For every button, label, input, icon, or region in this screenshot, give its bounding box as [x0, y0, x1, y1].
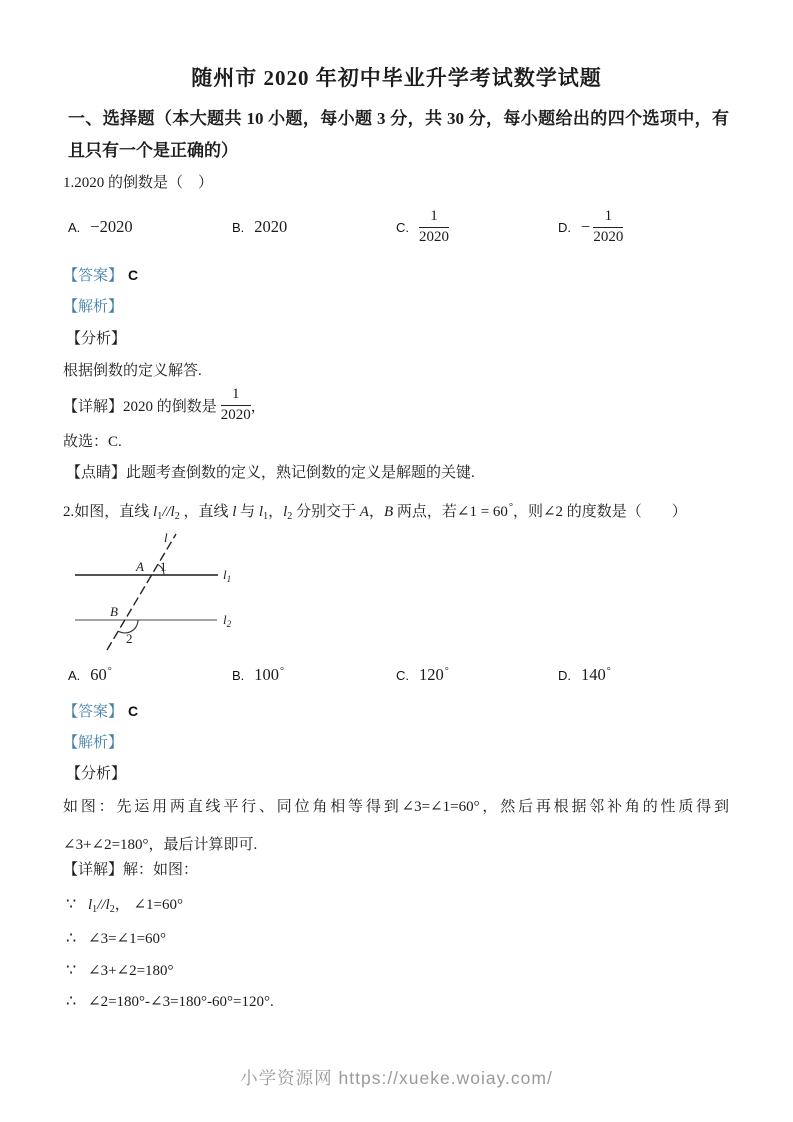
fraction-numerator: 1: [593, 208, 623, 227]
q2-jiexi-label: 【解析】: [63, 735, 124, 751]
q1-stem: 1.2020 的倒数是（ ）: [63, 175, 214, 191]
math-l1: l: [258, 504, 264, 520]
transversal-line-l: [107, 534, 176, 650]
answer-label: 【答案】: [63, 704, 124, 720]
stem-text: 与: [240, 504, 256, 520]
q2-fenxi-label: 【分析】: [66, 766, 127, 782]
derivation-line-3: [66, 960, 174, 980]
derivation-line-2: [66, 928, 166, 948]
parallel-slash: //: [97, 897, 106, 913]
option-value: 140°: [581, 665, 611, 684]
because-symbol: ∵: [66, 962, 77, 979]
derivation-text: ， ∠1=60°: [114, 897, 183, 913]
option-value: −2020: [90, 217, 133, 236]
q2-option-d: [558, 661, 611, 689]
derivation-text: ∠3=∠1=60°: [88, 931, 167, 947]
math-A: A: [359, 504, 369, 520]
fraction: [593, 208, 623, 246]
answer-label: 【答案】: [63, 268, 124, 284]
therefore-symbol: ∴: [66, 993, 77, 1010]
q1-option-d: [558, 203, 623, 251]
math-sub: 1: [157, 511, 163, 522]
stem-text: 2.如图，直线: [63, 504, 150, 520]
option-letter: B.: [232, 667, 245, 683]
fraction-numerator: 1: [419, 208, 449, 227]
because-symbol: ∵: [66, 896, 77, 913]
math-sub: 1: [92, 904, 98, 915]
xiangjie-text: 2020 的倒数是: [123, 398, 217, 415]
stem-text: ，: [368, 504, 384, 520]
q1-option-c: [396, 203, 449, 251]
option-letter: C.: [396, 667, 409, 683]
option-letter: C.: [396, 219, 409, 235]
q2-option-c: [396, 661, 449, 689]
q2-fenxi-text: 如图：先运用两直线平行、同位角相等得到∠3=∠1=60°，然后再根据邻补角的性质得到∠3+∠2=180°，最后计算即可.: [63, 799, 729, 853]
q1-jiexi-label: 【解析】: [63, 299, 124, 315]
fraction: [221, 386, 251, 424]
q2-options-row: [0, 661, 793, 689]
q1-fenxi-text: 根据倒数的定义解答.: [63, 363, 202, 379]
option-letter: A.: [68, 219, 81, 235]
answer-value: C: [128, 267, 139, 283]
xiangjie-label: 【详解】: [63, 862, 124, 878]
math-l: l: [232, 504, 237, 520]
option-letter: D.: [558, 667, 571, 683]
label-angle-1: 1: [160, 559, 167, 574]
q2-stem: [63, 500, 687, 521]
xiangjie-comma: ，: [250, 398, 266, 415]
stem-text: 分别交于: [296, 504, 357, 520]
q1-option-b: [232, 203, 287, 251]
math-sub: 2: [109, 904, 115, 915]
label-l: l: [164, 530, 168, 545]
q1-dianjing-line: [66, 461, 475, 482]
math-sub: 1: [263, 511, 269, 522]
math-l2: l: [283, 504, 288, 520]
q1-option-a: [68, 203, 133, 251]
derivation-line-4: [66, 991, 274, 1011]
label-l1: $l_1$: [223, 567, 232, 584]
dianjing-text: 此题考查倒数的定义，熟记倒数的定义是解题的关键.: [126, 465, 475, 481]
derivation-line-1: [66, 893, 183, 914]
page-title: 随州市 2020 年初中毕业升学考试数学试题: [191, 66, 602, 90]
therefore-symbol: ∴: [66, 930, 77, 947]
stem-text: 两点，若: [396, 504, 457, 520]
stem-text: ，则∠2 的度数是（ ）: [512, 504, 687, 520]
parallel-slash: //: [162, 504, 171, 520]
fraction-denominator: 2020: [220, 406, 251, 423]
option-letter: D.: [558, 219, 571, 235]
q1-options-row: [0, 203, 793, 251]
section-heading: 一、选择题（本大题共 10 小题，每小题 3 分，共 30 分，每小题给出的四个选项中，有且只有一个是正确的）: [68, 109, 729, 160]
math-l1: l: [88, 897, 93, 913]
label-angle-2: 2: [126, 631, 133, 646]
math-l2: l: [105, 897, 110, 913]
q2-option-a: [68, 661, 112, 689]
stem-text: ，: [268, 504, 284, 520]
math-l2: l: [170, 504, 175, 520]
degree-sign: °: [508, 502, 513, 513]
option-letter: A.: [68, 667, 81, 683]
fraction-numerator: 1: [221, 386, 251, 405]
q1-fenxi-label: 【分析】: [66, 331, 127, 347]
derivation-text: ∠3+∠2=180°: [88, 963, 174, 979]
q2-answer-line: [63, 700, 138, 721]
q2-parallel-lines-figure: [60, 528, 310, 656]
label-A: A: [136, 559, 144, 574]
q2-option-b: [232, 661, 284, 689]
xiangjie-text: 解：如图：: [123, 862, 199, 878]
math-B: B: [383, 504, 394, 520]
xiangjie-label: 【详解】: [63, 398, 124, 415]
option-value: 120°: [419, 665, 449, 684]
math-sub: 2: [287, 511, 293, 522]
footer-watermark: 小学资源网 https://xueke.woiay.com/: [240, 1068, 553, 1088]
option-letter: B.: [232, 219, 245, 235]
math-sub: 2: [174, 511, 180, 522]
dianjing-label: 【点睛】: [66, 465, 127, 481]
angle-equation: ∠1 = 60: [456, 504, 508, 520]
fraction-denominator: 2020: [593, 228, 624, 245]
fraction-denominator: 2020: [419, 228, 449, 245]
minus-sign: −: [581, 217, 591, 236]
option-value: 60°: [90, 665, 112, 684]
label-l2: $l_2$: [223, 612, 232, 629]
q1-guxuan: 故选：C.: [63, 434, 122, 450]
label-B: B: [110, 604, 118, 619]
q2-xiangjie-line: [63, 858, 198, 879]
math-l1: l: [153, 504, 158, 520]
fraction: [419, 208, 449, 246]
q1-xiangjie-line: [63, 383, 266, 427]
answer-value: C: [128, 703, 139, 719]
option-value: 2020: [254, 217, 288, 236]
q1-answer-line: [63, 264, 138, 285]
derivation-text: ∠2=180°-∠3=180°-60°=120°.: [88, 994, 274, 1010]
stem-text: ，直线: [183, 504, 229, 520]
option-value: 100°: [254, 665, 285, 684]
